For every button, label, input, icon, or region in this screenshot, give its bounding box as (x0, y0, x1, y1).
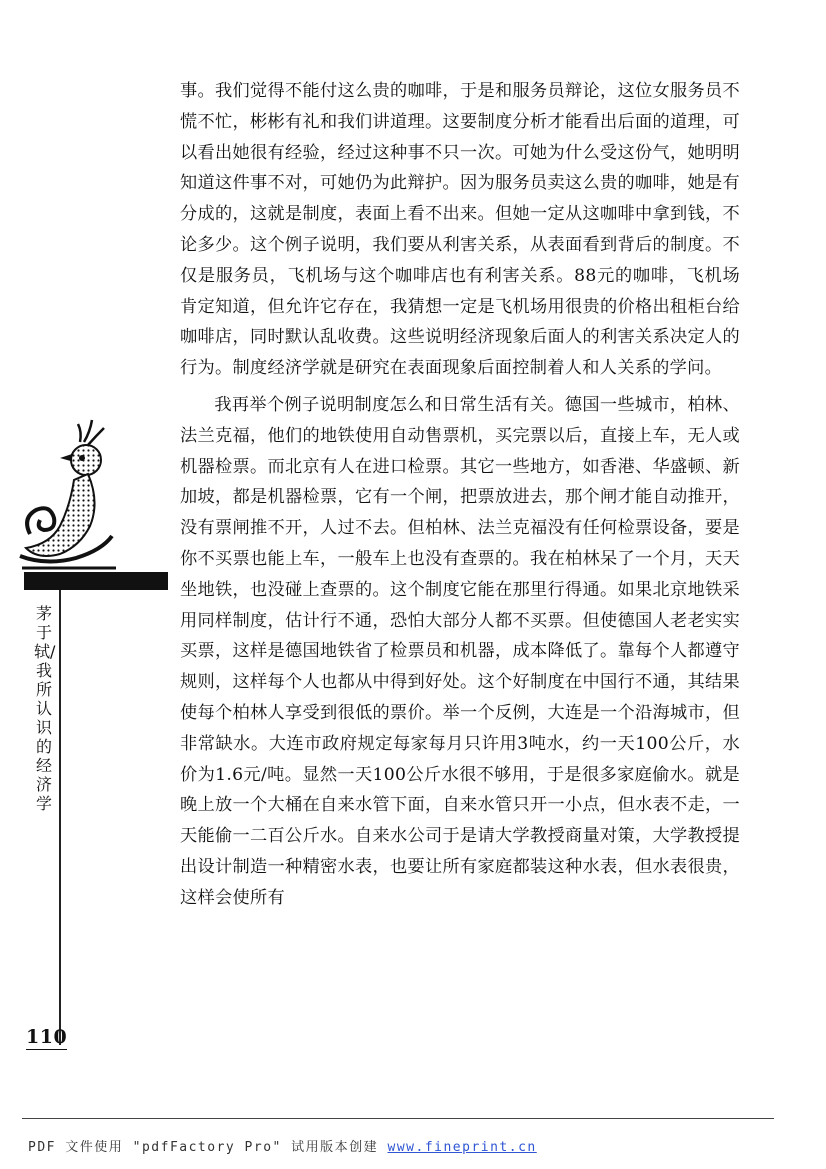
body-text (180, 76, 740, 914)
footer-divider (22, 1118, 774, 1119)
paragraph-1: 事。我们觉得不能付这么贵的咖啡，于是和服务员辩论，这位女服务员不慌不忙，彬彬有礼和我们讲道理。这要制度分析才能看出后面的道理，可以看出她很有经验，经过这种事不只一次。可她为什么受这份气，她明明知道这件事不对，可她仍为此辩护。因为服务员卖这么贵的咖啡，她是有分成的，这就是制度，表面上看不出来。但她一定从这咖啡中拿到钱，不论多少。这个例子说明，我们要从利害关系，从表面看到背后的制度。不仅是服务员，飞机场与这个咖啡店也有利害关系。88元的咖啡，飞机场肯定知道，但允许它存在，我猜想一定是飞机场用很贵的价格出租柜台给咖啡店，同时默认乱收费。这些说明经济现象后面人的利害关系决定人的行为。制度经济学就是研究在表面现象后面控制着人和人关系的学问。 (180, 81, 740, 379)
footer-watermark (28, 1136, 537, 1155)
running-book-title: 茅于轼/我所认识的经济学 (34, 604, 56, 813)
bird-ornament-icon (16, 418, 126, 578)
page-number: 110 (26, 1026, 68, 1048)
side-decoration-bar (24, 572, 168, 590)
footer-link[interactable]: www.fineprint.cn (387, 1140, 537, 1155)
footer-text: PDF 文件使用 "pdfFactory Pro" 试用版本创建 (28, 1140, 388, 1155)
side-vertical-rule (59, 590, 61, 1045)
paragraph-2: 我再举个例子说明制度怎么和日常生活有关。德国一些城市，柏林、法兰克福，他们的地铁使用自动售票机，买完票以后，直接上车，无人或机器检票。而北京有人在进口检票。其它一些地方，如香港、华盛顿、新加坡，都是机器检票，它有一个闸，把票放进去，那个闸才能自动推开，没有票闸推不开，人过不去。但柏林、法兰克福没有任何检票设备，要是你不买票也能上车，一般车上也没有查票的。我在柏林呆了一个月，天天坐地铁，也没碰上查票的。这个制度它能在那里行得通。如果北京地铁采用同样制度，估计行不通，恐怕大部分人都不买票。但使德国人老老实实买票，这样是德国地铁省了检票员和机器，成本降低了。靠每个人都遵守规则，这样每个人也都从中得到好处。这个好制度在中国行不通，其结果使每个柏林人享受到很低的票价。举一个反例，大连是一个沿海城市，但非常缺水。大连市政府规定每家每月只许用3吨水，约一天100公斤，水价为1.6元/吨。显然一天100公斤水很不够用，于是很多家庭偷水。就是晚上放一个大桶在自来水管下面，自来水管只开一小点，但水表不走，一天能偷一二百公斤水。自来水公司于是请大学教授商量对策，大学教授提出设计制造一种精密水表，也要让所有家庭都装这种水表，但水表很贵，这样会使所有 (180, 394, 740, 908)
